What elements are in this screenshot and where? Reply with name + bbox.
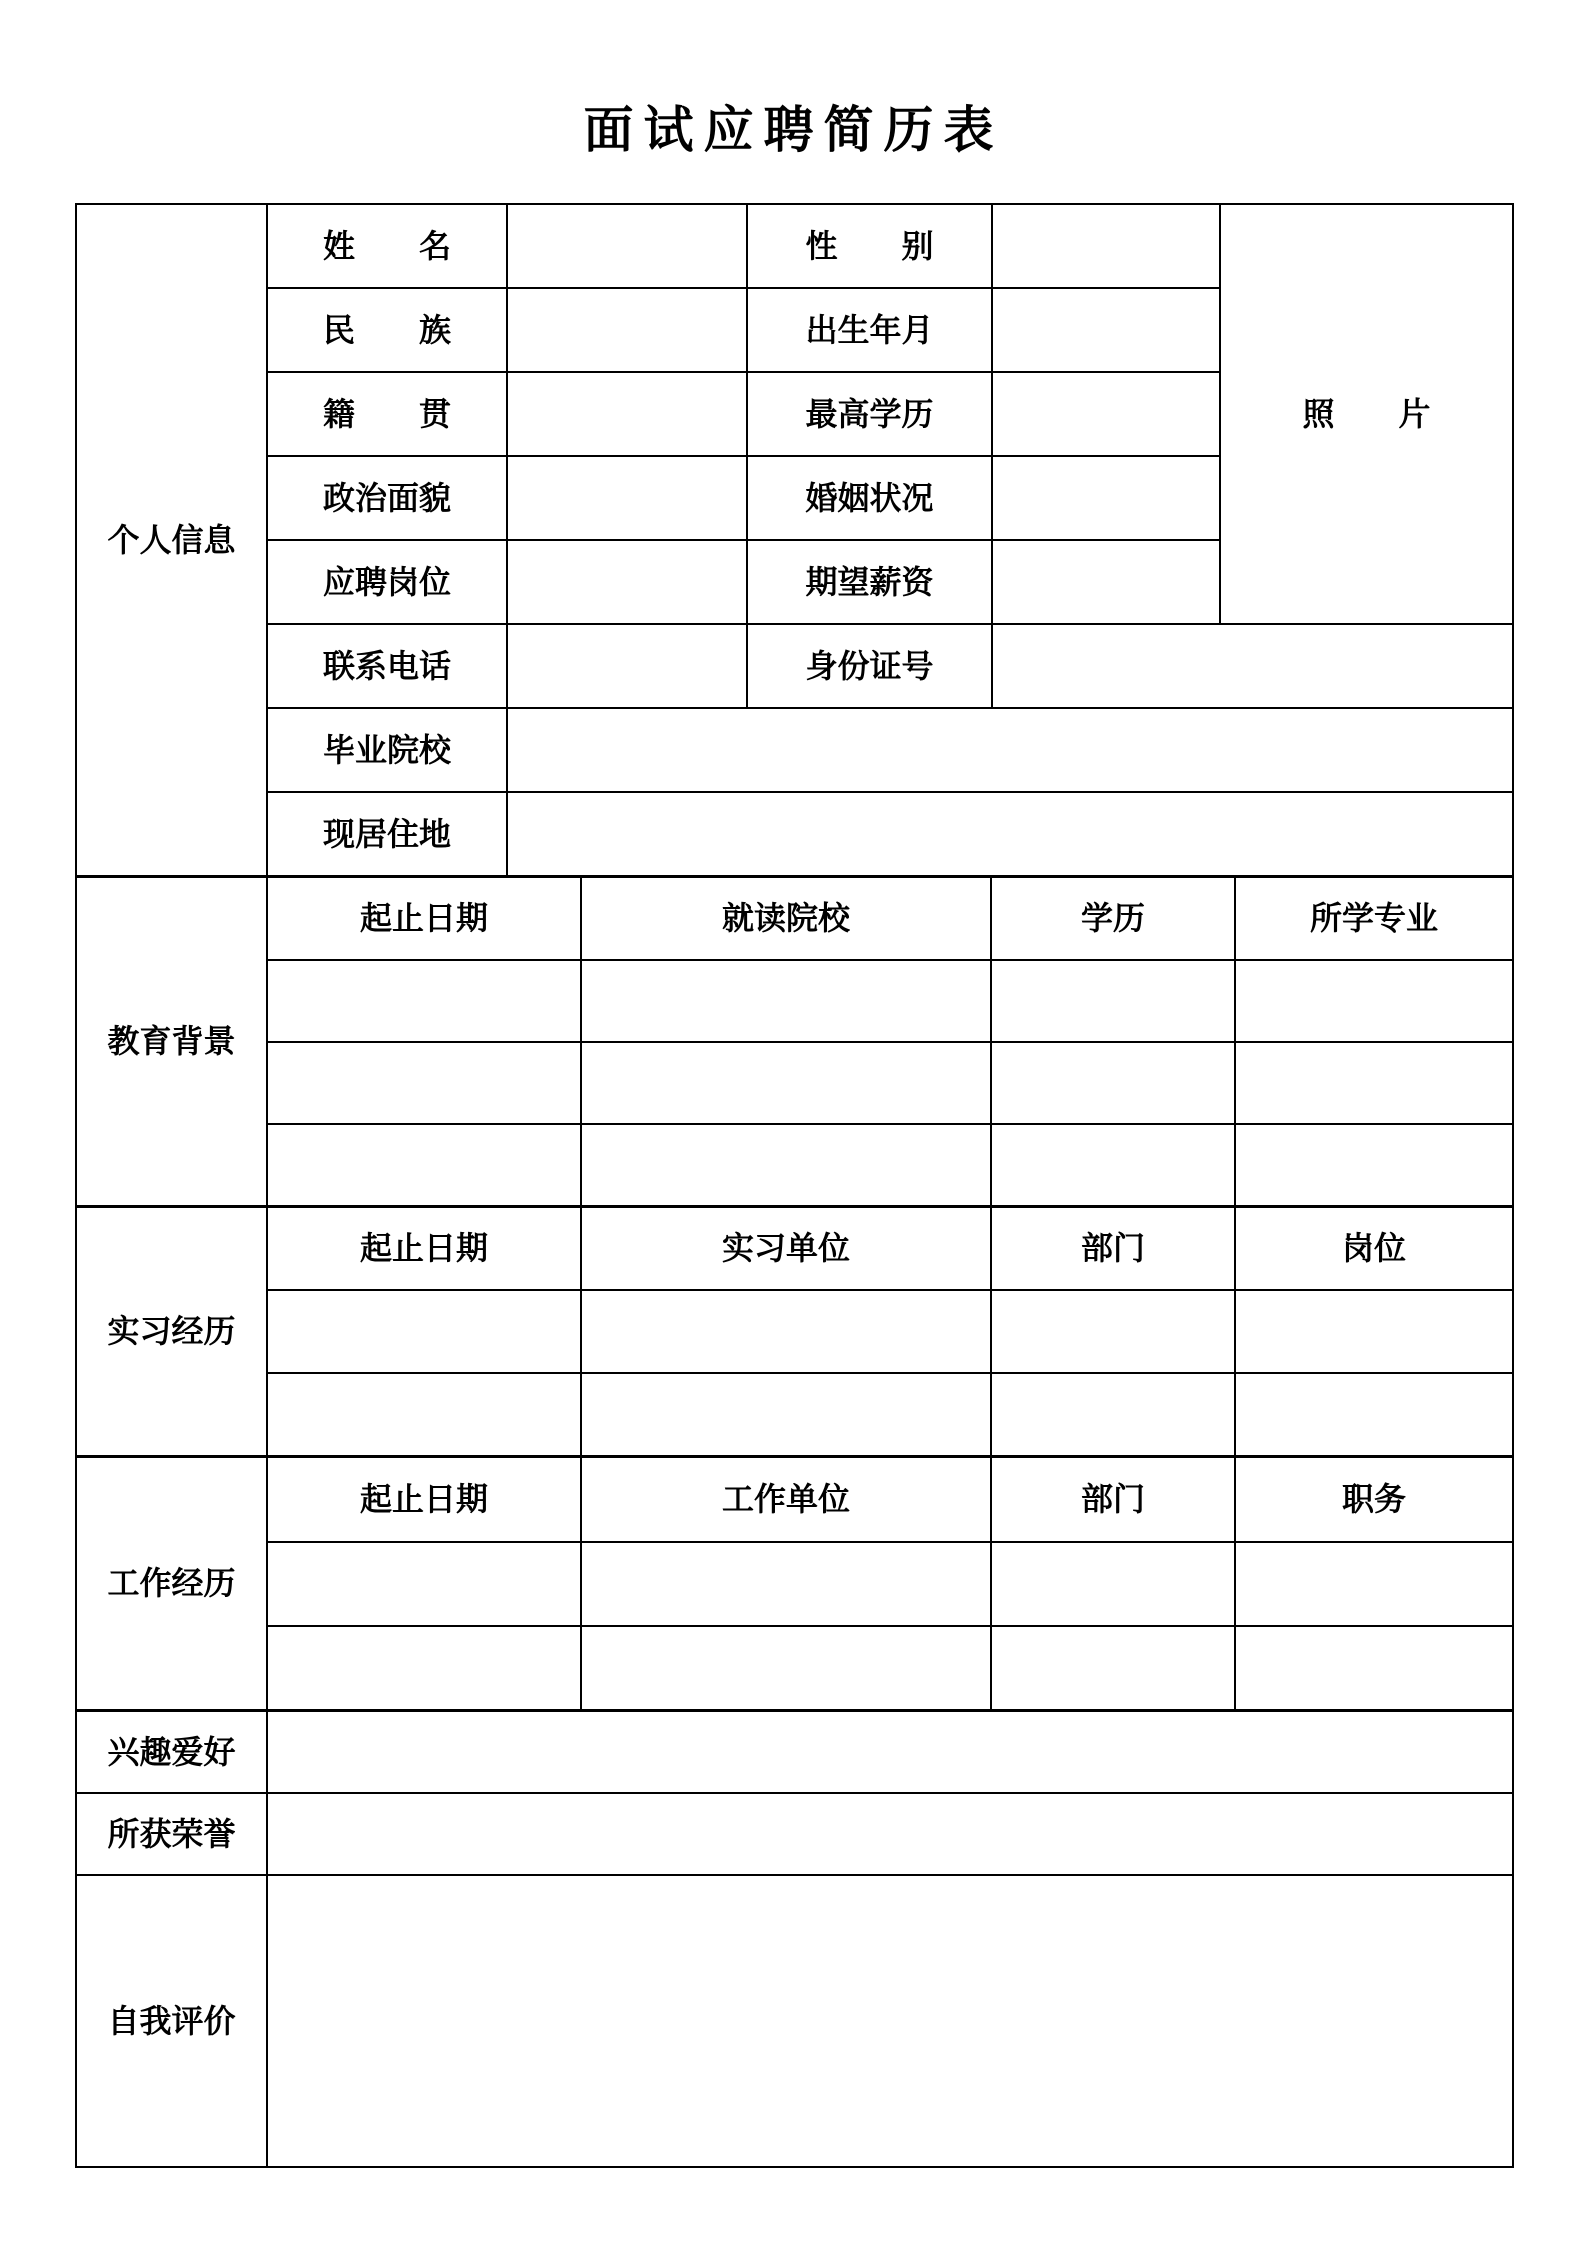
education-header-degree: 学历	[991, 878, 1235, 960]
native-place-label-text: 籍贯	[323, 395, 451, 432]
self-evaluation-value-cell[interactable]	[267, 1875, 1513, 2167]
ethnicity-label-text: 民族	[323, 311, 451, 348]
graduate-school-value-cell[interactable]	[507, 708, 1513, 792]
education-date-cell[interactable]	[267, 1042, 581, 1124]
education-header-date: 起止日期	[267, 878, 581, 960]
internship-position-cell[interactable]	[1235, 1290, 1513, 1373]
education-school-cell[interactable]	[581, 1042, 991, 1124]
internship-department-cell[interactable]	[991, 1290, 1235, 1373]
section-work-label: 工作经历	[76, 1458, 267, 1710]
expected-salary-label: 期望薪资	[747, 540, 992, 624]
work-company-cell[interactable]	[581, 1542, 991, 1626]
honors-value-cell[interactable]	[267, 1793, 1513, 1875]
work-header-title: 职务	[1235, 1458, 1513, 1542]
education-header-major: 所学专业	[1235, 878, 1513, 960]
photo-cell[interactable]	[1220, 204, 1513, 624]
education-major-cell[interactable]	[1235, 960, 1513, 1042]
marital-status-value-cell[interactable]	[992, 456, 1220, 540]
birth-date-value-cell[interactable]	[992, 288, 1220, 372]
native-place-label	[267, 372, 507, 456]
section-self-evaluation-label: 自我评价	[76, 1875, 267, 2167]
name-label	[267, 204, 507, 288]
native-place-value-cell[interactable]	[507, 372, 747, 456]
gender-label	[747, 204, 992, 288]
position-applied-label: 应聘岗位	[267, 540, 507, 624]
political-status-label: 政治面貌	[267, 456, 507, 540]
work-department-cell[interactable]	[991, 1542, 1235, 1626]
internship-company-cell[interactable]	[581, 1373, 991, 1456]
education-major-cell[interactable]	[1235, 1124, 1513, 1206]
education-school-cell[interactable]	[581, 960, 991, 1042]
education-degree-cell[interactable]	[991, 1042, 1235, 1124]
graduate-school-label: 毕业院校	[267, 708, 507, 792]
expected-salary-value-cell[interactable]	[992, 540, 1220, 624]
section-hobbies-label: 兴趣爱好	[76, 1711, 267, 1793]
internship-header-position: 岗位	[1235, 1207, 1513, 1290]
section-honors-label: 所获荣誉	[76, 1793, 267, 1875]
form-title: 面试应聘简历表	[583, 102, 1004, 158]
ethnicity-label	[267, 288, 507, 372]
work-header-department: 部门	[991, 1458, 1235, 1542]
name-value-cell[interactable]	[507, 204, 747, 288]
resume-table	[75, 203, 1512, 2168]
education-school-cell[interactable]	[581, 1124, 991, 1206]
work-title-cell[interactable]	[1235, 1626, 1513, 1710]
work-header-company: 工作单位	[581, 1458, 991, 1542]
birth-date-label: 出生年月	[747, 288, 992, 372]
internship-header-date: 起止日期	[267, 1207, 581, 1290]
education-degree-cell[interactable]	[991, 960, 1235, 1042]
work-header-date: 起止日期	[267, 1458, 581, 1542]
internship-position-cell[interactable]	[1235, 1373, 1513, 1456]
education-date-cell[interactable]	[267, 1124, 581, 1206]
internship-date-cell[interactable]	[267, 1290, 581, 1373]
section-education-label: 教育背景	[76, 878, 267, 1206]
contact-phone-value-cell[interactable]	[507, 624, 747, 708]
id-number-label: 身份证号	[747, 624, 992, 708]
work-department-cell[interactable]	[991, 1626, 1235, 1710]
contact-phone-label: 联系电话	[267, 624, 507, 708]
highest-education-label: 最高学历	[747, 372, 992, 456]
education-section	[75, 877, 1514, 1207]
hobbies-value-cell[interactable]	[267, 1711, 1513, 1793]
photo-label-text: 照片	[1302, 395, 1431, 432]
internship-date-cell[interactable]	[267, 1373, 581, 1456]
marital-status-label: 婚姻状况	[747, 456, 992, 540]
current-residence-label: 现居住地	[267, 792, 507, 876]
work-date-cell[interactable]	[267, 1542, 581, 1626]
work-section	[75, 1457, 1514, 1711]
internship-section	[75, 1207, 1514, 1458]
internship-header-company: 实习单位	[581, 1207, 991, 1290]
name-label-text: 姓名	[323, 227, 451, 264]
education-date-cell[interactable]	[267, 960, 581, 1042]
internship-department-cell[interactable]	[991, 1373, 1235, 1456]
current-residence-value-cell[interactable]	[507, 792, 1513, 876]
internship-header-department: 部门	[991, 1207, 1235, 1290]
work-title-cell[interactable]	[1235, 1542, 1513, 1626]
highest-education-value-cell[interactable]	[992, 372, 1220, 456]
ethnicity-value-cell[interactable]	[507, 288, 747, 372]
political-status-value-cell[interactable]	[507, 456, 747, 540]
position-applied-value-cell[interactable]	[507, 540, 747, 624]
education-degree-cell[interactable]	[991, 1124, 1235, 1206]
section-internship-label: 实习经历	[76, 1207, 267, 1456]
personal-info-section	[75, 203, 1514, 877]
work-company-cell[interactable]	[581, 1626, 991, 1710]
gender-value-cell[interactable]	[992, 204, 1220, 288]
section-personal-info-label: 个人信息	[76, 204, 267, 876]
id-number-value-cell[interactable]	[992, 624, 1513, 708]
work-date-cell[interactable]	[267, 1626, 581, 1710]
gender-label-text: 性别	[805, 227, 934, 264]
education-major-cell[interactable]	[1235, 1042, 1513, 1124]
bottom-sections	[75, 1711, 1514, 2169]
education-header-school: 就读院校	[581, 878, 991, 960]
internship-company-cell[interactable]	[581, 1290, 991, 1373]
